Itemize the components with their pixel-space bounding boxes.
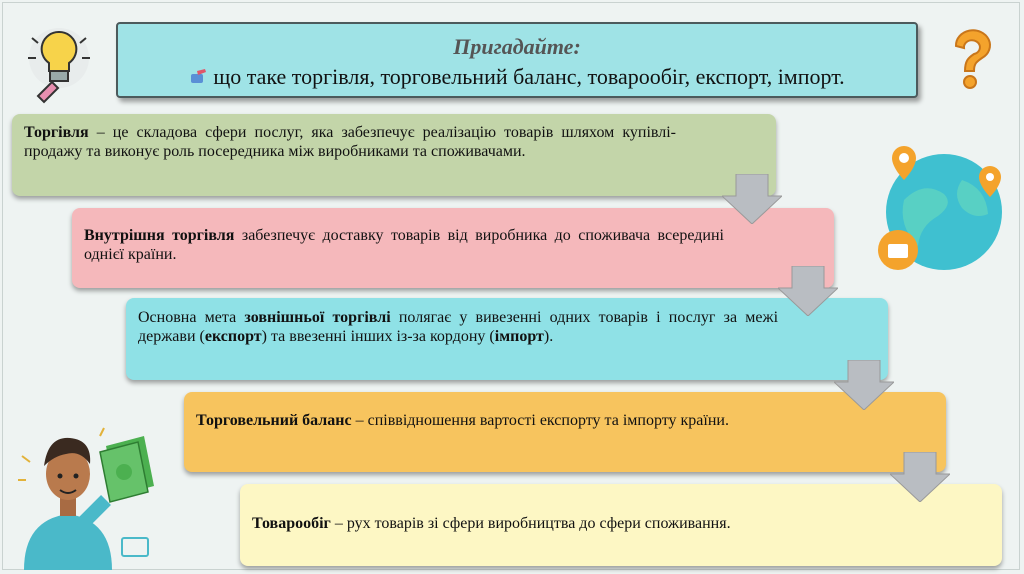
step-trade-balance bbox=[184, 392, 946, 472]
step-term-export: експорт bbox=[204, 328, 262, 345]
title-question: що таке торгівля, торговельний баланс, товарообіг, експорт, імпорт. bbox=[213, 64, 845, 89]
lightbulb-icon bbox=[14, 18, 104, 108]
globe-icon bbox=[874, 140, 1014, 280]
arrow-down-icon bbox=[778, 266, 838, 316]
step-term: зовнішньої торгівлі bbox=[244, 309, 391, 326]
step-text: – співвідношення вартості експорту та імпорту країни. bbox=[351, 412, 729, 429]
step-text: – це складова сфери послуг, яка забезпечує реалізацію товарів шляхом купівлі-продажу та виконує роль посередника між виробниками та споживачами. bbox=[24, 124, 676, 160]
page-title: Пригадайте: bbox=[453, 34, 581, 59]
arrow-down-icon bbox=[834, 360, 894, 410]
step-text: ) та ввезенні інших із-за кордону ( bbox=[261, 328, 495, 345]
step-term-import: імпорт bbox=[494, 328, 544, 345]
step-term: Товарообіг bbox=[252, 515, 331, 532]
question-mark-icon bbox=[946, 28, 1000, 90]
title-box bbox=[116, 22, 918, 98]
step-text: – рух товарів зі сфери виробництва до сфери споживання. bbox=[330, 515, 731, 532]
step-text: полягає у вивезенні одних товарів і послуг за межі держави ( bbox=[138, 309, 779, 345]
hand-pen-icon bbox=[189, 68, 209, 86]
title-question-row bbox=[118, 64, 916, 90]
step-term: Торговельний баланс bbox=[196, 412, 352, 429]
step-foreign-trade bbox=[126, 298, 888, 380]
step-text: забезпечує доставку товарів від виробника до споживача всередині однієї країни. bbox=[84, 227, 724, 263]
step-text: ). bbox=[543, 328, 554, 345]
step-term: Торгівля bbox=[24, 124, 89, 141]
arrow-down-icon bbox=[890, 452, 950, 502]
step-text: Основна мета bbox=[138, 309, 245, 326]
arrow-down-icon bbox=[722, 174, 782, 224]
step-term: Внутрішня торгівля bbox=[84, 227, 235, 244]
step-turnover bbox=[240, 484, 1002, 566]
person-with-money-illustration bbox=[10, 420, 160, 570]
step-domestic-trade bbox=[72, 208, 834, 288]
step-trade bbox=[12, 114, 776, 196]
